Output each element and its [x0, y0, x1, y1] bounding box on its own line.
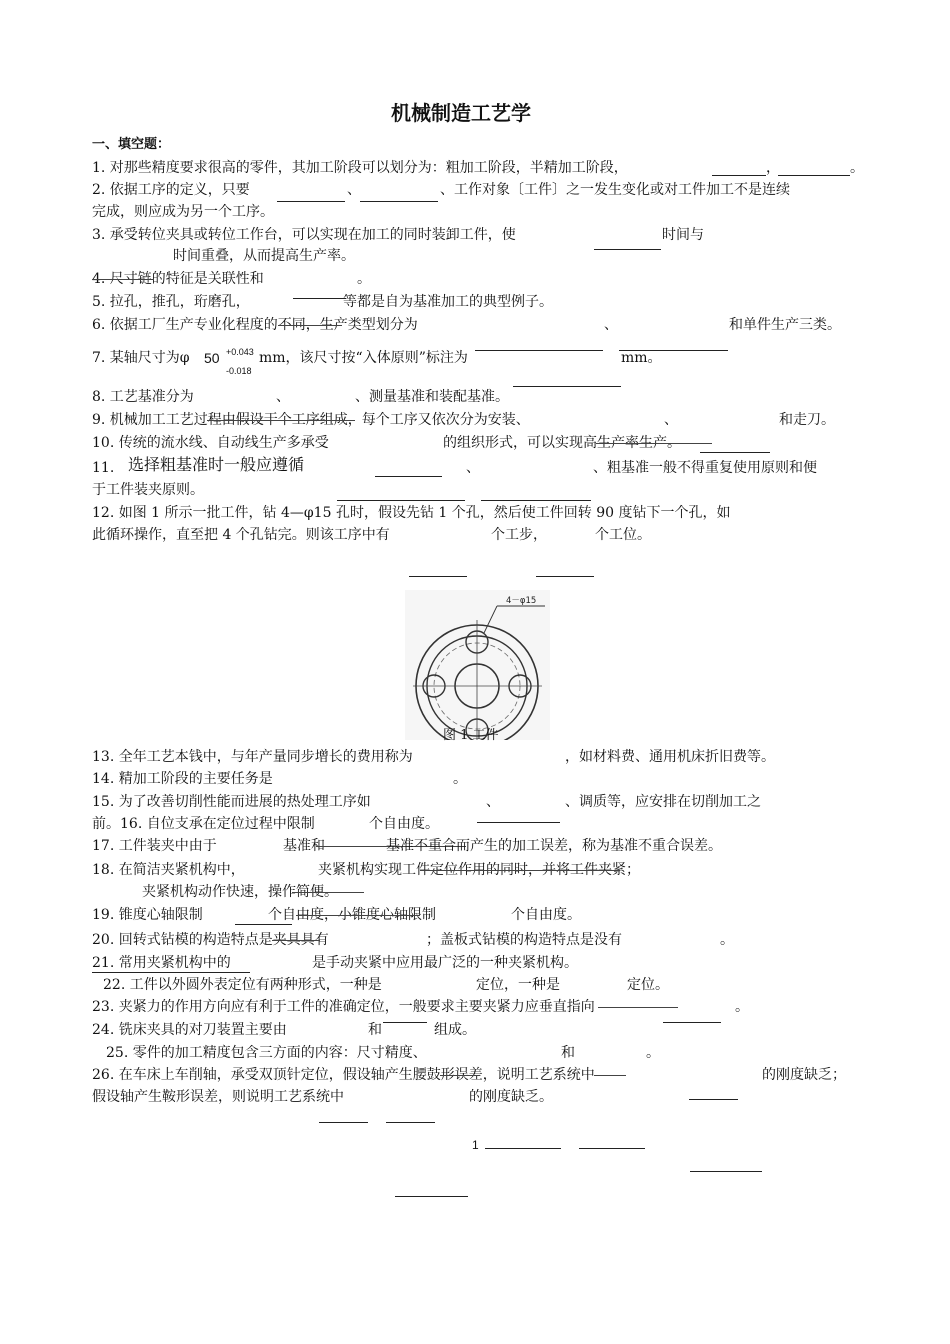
q11-text: 选择粗基准时一般应遵循 [128, 457, 305, 474]
q13-text: ，如材料费、通用机床折旧费等。 [565, 749, 775, 765]
strike-mark [292, 892, 364, 893]
q18-text: 夹紧机构动作快速，操作简便。 [142, 884, 338, 900]
strike-mark [296, 915, 420, 916]
q9-text: 和走刀。 [779, 412, 835, 428]
blank-line [594, 249, 661, 250]
q1-end: 。 [850, 160, 864, 176]
blank-line [375, 476, 442, 477]
strike-mark [594, 1075, 626, 1076]
strike-mark [272, 940, 320, 941]
figure-background [405, 590, 550, 740]
q24-text: 组成。 [434, 1022, 476, 1038]
q22-text: 22. 工件以外圆外表定位有两种形式，一种是 [103, 977, 382, 993]
q9-text: 、 [664, 412, 678, 428]
blank-line [383, 1022, 427, 1023]
q24-text: 和 [368, 1022, 382, 1038]
workpiece-figure [405, 590, 550, 740]
q13-text: 13. 全年工艺本钱中，与年产量同步增长的费用称为 [92, 749, 413, 765]
q8-text: 、 [276, 389, 290, 405]
page-number: 1 [472, 1138, 479, 1152]
blank-line [778, 175, 850, 176]
blank-line [579, 1148, 645, 1149]
q6-text: 和单件生产三类。 [729, 317, 841, 333]
section-heading: 一、填空题： [92, 137, 171, 152]
q7-text: 7. 某轴尺寸为φ [92, 350, 190, 366]
blank-line [689, 1099, 738, 1100]
q23-text: 23. 夹紧力的作用方向应有利于工件的准确定位，一般要求主要夹紧力应垂直指向 [92, 999, 595, 1015]
q24-text: 24. 铣床夹具的对刀装置主要由 [92, 1022, 287, 1038]
q4-text: 。 [357, 271, 371, 287]
blank-line [337, 500, 465, 501]
blank-line [477, 822, 560, 823]
q16-text: 前。16. 自位支承在定位过程中限制 [92, 816, 315, 832]
q9-text: 9. 机械加工工艺过程由假设干个工序组成，每个工序又依次分为安装、 [92, 412, 530, 428]
q20-text: ；盖板式钻模的构造特点是没有 [426, 932, 622, 948]
blank-line [481, 500, 591, 501]
q6-text: 6. 依据工厂生产专业化程度的不同，生产类型划分为 [92, 317, 418, 333]
blank-line [712, 175, 766, 176]
q19-text: 19. 锥度心轴限制 [92, 907, 203, 923]
q26-text: 假设轴产生鞍形误差，则说明工艺系统中 [92, 1089, 344, 1105]
q17-text: 17. 工件装夹中由于 [92, 838, 217, 854]
strike-mark [596, 443, 712, 444]
q12-text: 12. 如图 1 所示一批工件，钻 4—φ15 孔时，假设先钻 1 个孔，然后使工件回转 90 度钻下一个孔，如 [92, 505, 731, 521]
q21-text: 21. 常用夹紧机构中的 [92, 955, 231, 971]
q3-text: 时间与 [662, 227, 704, 243]
q11-text: 、粗基准一般不得重复使用原则和便 [593, 460, 817, 476]
q7-text: mm，该尺寸按“入体原则”标注为 [259, 350, 468, 366]
q4-text: 4. 尺寸链的特征是关联性和 [92, 271, 264, 287]
q22-text: 定位，一种是 [476, 977, 560, 993]
q11-number: 11. [92, 460, 115, 476]
blank-line [360, 201, 438, 202]
q26-text: 的刚度缺乏； [762, 1067, 846, 1083]
q26-text: 的刚度缺乏。 [469, 1089, 553, 1105]
q1-text: 1. 对那些精度要求很高的零件，其加工阶段可以划分为：粗加工阶段，半精加工阶段， [92, 160, 628, 176]
q17-text: 基准不重合而产生的加工误差，称为基准不重合误差。 [386, 838, 722, 854]
q23-text: 。 [735, 999, 749, 1015]
blank-line [475, 350, 603, 351]
page-title: 机械制造工艺学 [391, 101, 531, 125]
strike-mark [92, 279, 154, 280]
q2-text: 2. 依据工序的定义，只要 [92, 182, 250, 198]
strike-mark [440, 1075, 480, 1076]
q7-text: mm。 [621, 350, 662, 366]
q21-text: 是手动夹紧中应用最广泛的一种夹紧机构。 [312, 955, 578, 971]
blank-line [277, 201, 345, 202]
blank-line [485, 1148, 561, 1149]
q2-text: 、工作对象〔工件〕之一发生变化或对工件加工不是连续 [440, 182, 790, 198]
blank-line [663, 1022, 721, 1023]
blank-line [92, 972, 250, 973]
q8-text: 8. 工艺基准分为 [92, 389, 194, 405]
q3-text: 时间重叠，从而提高生产率。 [173, 248, 355, 264]
q14-text: 。 [453, 771, 467, 787]
q11-text: 于工件装夹原则。 [92, 482, 204, 498]
q15-text: 、 [486, 794, 500, 810]
blank-line [395, 1196, 468, 1197]
hole-callout: 4－φ15 [506, 596, 537, 606]
q8-text: 、测量基准和装配基准。 [355, 389, 509, 405]
blank-line [293, 298, 346, 299]
blank-line [700, 452, 770, 453]
q11-text: 、 [466, 460, 480, 476]
blank-line [386, 1122, 435, 1123]
q3-text: 3. 承受转位夹具或转位工作台，可以实现在加工的同时装卸工件，使 [92, 227, 516, 243]
q15-text: 、调质等，应安排在切削加工之 [565, 794, 761, 810]
strike-mark [278, 325, 342, 326]
q20-text: 20. 回转式钻模的构造特点是夹具具有 [92, 932, 329, 948]
q19-text: 个自由度，小锥度心轴限制 [268, 907, 436, 923]
q12-text: 个工步， [491, 527, 547, 543]
q18-text: 18. 在简洁夹紧机构中， [92, 862, 245, 878]
q25-text: 25. 零件的加工精度包含三方面的内容：尺寸精度、 [106, 1045, 427, 1061]
q17-text: 基准和 [283, 838, 325, 854]
q7-lower-tolerance: -0.018 [226, 366, 252, 376]
q6-text: 、 [604, 317, 618, 333]
q2-text: 完成，则应成为另一个工序。 [92, 204, 274, 220]
q22-text: 定位。 [627, 977, 669, 993]
figure-caption: 图 1 工件 [443, 728, 499, 743]
strike-mark [207, 420, 355, 421]
q1-comma: ， [766, 160, 780, 176]
q12-text: 个工位。 [595, 527, 651, 543]
blank-line [409, 576, 467, 577]
q7-nominal: 50 [204, 350, 220, 366]
q26-text: 26. 在车床上车削轴，承受双顶针定位，假设轴产生腰鼓形误差，说明工艺系统中 [92, 1067, 595, 1083]
q15-text: 15. 为了改善切削性能而进展的热处理工序如 [92, 794, 371, 810]
blank-line [235, 924, 292, 925]
q14-text: 14. 精加工阶段的主要任务是 [92, 771, 273, 787]
q12-text: 此循环操作，直至把 4 个孔钻完。则该工序中有 [92, 527, 390, 543]
blank-line [513, 386, 621, 387]
q5-text: 等都是自为基准加工的典型例子。 [343, 294, 553, 310]
blank-line [536, 576, 594, 577]
blank-line [319, 1122, 368, 1123]
q25-text: 和 [561, 1045, 575, 1061]
strike-mark [420, 870, 620, 871]
q25-text: 。 [646, 1045, 660, 1061]
q5-text: 5. 拉孔，推孔，珩磨孔， [92, 294, 250, 310]
q10-text: 的组织形式，可以实现高生产率生产。 [443, 435, 681, 451]
workpiece-drawing [405, 590, 550, 740]
q7-upper-tolerance: +0.043 [226, 347, 254, 357]
strike-mark [598, 1007, 678, 1008]
q19-text: 个自由度。 [511, 907, 581, 923]
q2-text: 、 [347, 182, 361, 198]
blank-line [690, 1171, 762, 1172]
q16-text: 个自由度。 [369, 816, 439, 832]
q20-text: 。 [720, 932, 734, 948]
q10-text: 10. 传统的流水线、自动线生产多承受 [92, 435, 329, 451]
q18-text: 夹紧机构实现工件定位作用的同时，并将工件夹紧； [318, 862, 640, 878]
